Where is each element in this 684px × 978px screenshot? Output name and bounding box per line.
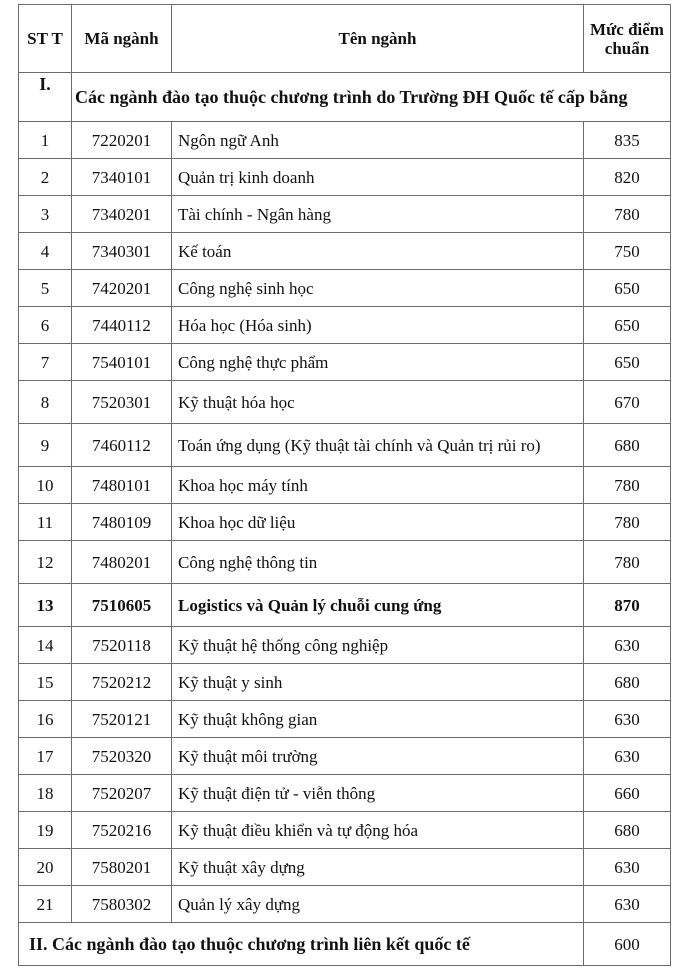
row-score: 630 <box>584 849 671 886</box>
row-stt: 16 <box>19 701 72 738</box>
row-code: 7460112 <box>72 424 172 467</box>
row-code: 7340101 <box>72 159 172 196</box>
row-score: 750 <box>584 233 671 270</box>
table-row <box>19 467 671 504</box>
row-stt: 6 <box>19 307 72 344</box>
table-row <box>19 196 671 233</box>
row-code: 7340201 <box>72 196 172 233</box>
row-code: 7340301 <box>72 233 172 270</box>
table-row <box>19 424 671 467</box>
table-row <box>19 812 671 849</box>
table-row <box>19 541 671 584</box>
row-code: 7580201 <box>72 849 172 886</box>
row-name: Kỹ thuật môi trường <box>172 738 584 775</box>
row-code: 7520320 <box>72 738 172 775</box>
row-name: Công nghệ sinh học <box>172 270 584 307</box>
section-1-row <box>19 73 671 122</box>
row-name: Công nghệ thông tin <box>172 541 584 584</box>
row-name: Quản trị kinh doanh <box>172 159 584 196</box>
table-row <box>19 344 671 381</box>
row-stt: 4 <box>19 233 72 270</box>
table-row <box>19 270 671 307</box>
table-row <box>19 775 671 812</box>
row-code: 7480109 <box>72 504 172 541</box>
row-score: 650 <box>584 307 671 344</box>
row-name: Kỹ thuật hệ thống công nghiệp <box>172 627 584 664</box>
table-row <box>19 159 671 196</box>
table-row <box>19 381 671 424</box>
table-row <box>19 307 671 344</box>
row-name: Kỹ thuật y sinh <box>172 664 584 701</box>
header-score: Mức điểm chuẩn <box>584 5 671 73</box>
table-row <box>19 122 671 159</box>
row-score: 870 <box>584 584 671 627</box>
row-stt: 13 <box>19 584 72 627</box>
row-code: 7440112 <box>72 307 172 344</box>
section-2-row <box>19 923 671 966</box>
row-score: 630 <box>584 701 671 738</box>
row-stt: 20 <box>19 849 72 886</box>
row-code: 7520118 <box>72 627 172 664</box>
row-score: 680 <box>584 424 671 467</box>
section-2-title: II. Các ngành đào tạo thuộc chương trình liên kết quốc tế <box>19 923 584 966</box>
row-stt: 12 <box>19 541 72 584</box>
table-row <box>19 886 671 923</box>
row-score: 780 <box>584 196 671 233</box>
row-code: 7520207 <box>72 775 172 812</box>
row-score: 650 <box>584 270 671 307</box>
header-row <box>19 5 671 73</box>
row-name: Kỹ thuật xây dựng <box>172 849 584 886</box>
row-score: 780 <box>584 467 671 504</box>
row-stt: 1 <box>19 122 72 159</box>
row-code: 7520301 <box>72 381 172 424</box>
table-row <box>19 849 671 886</box>
row-name: Công nghệ thực phẩm <box>172 344 584 381</box>
row-score: 780 <box>584 504 671 541</box>
table-row <box>19 504 671 541</box>
row-score: 630 <box>584 627 671 664</box>
row-score: 680 <box>584 812 671 849</box>
row-name: Quản lý xây dựng <box>172 886 584 923</box>
row-stt: 19 <box>19 812 72 849</box>
row-code: 7580302 <box>72 886 172 923</box>
row-code: 7520121 <box>72 701 172 738</box>
row-score: 660 <box>584 775 671 812</box>
row-stt: 7 <box>19 344 72 381</box>
row-name: Logistics và Quản lý chuỗi cung ứng <box>172 584 584 627</box>
row-name: Kỹ thuật điện tử - viễn thông <box>172 775 584 812</box>
row-code: 7220201 <box>72 122 172 159</box>
row-stt: 18 <box>19 775 72 812</box>
row-stt: 14 <box>19 627 72 664</box>
header-stt: ST T <box>19 5 72 73</box>
table-row <box>19 738 671 775</box>
table-row <box>19 701 671 738</box>
table-row <box>19 233 671 270</box>
row-code: 7540101 <box>72 344 172 381</box>
row-name: Toán ứng dụng (Kỹ thuật tài chính và Quản trị rủi ro) <box>172 424 584 467</box>
section-2-score: 600 <box>584 923 671 966</box>
row-stt: 21 <box>19 886 72 923</box>
table-row <box>19 664 671 701</box>
row-name: Ngôn ngữ Anh <box>172 122 584 159</box>
row-score: 630 <box>584 738 671 775</box>
row-stt: 5 <box>19 270 72 307</box>
header-name: Tên ngành <box>172 5 584 73</box>
row-name: Khoa học dữ liệu <box>172 504 584 541</box>
row-stt: 11 <box>19 504 72 541</box>
row-stt: 9 <box>19 424 72 467</box>
section-1-title: Các ngành đào tạo thuộc chương trình do Trường ĐH Quốc tế cấp bằng <box>72 73 671 122</box>
row-code: 7420201 <box>72 270 172 307</box>
row-stt: 10 <box>19 467 72 504</box>
table-row <box>19 627 671 664</box>
row-name: Kế toán <box>172 233 584 270</box>
row-name: Khoa học máy tính <box>172 467 584 504</box>
row-code: 7480201 <box>72 541 172 584</box>
row-score: 650 <box>584 344 671 381</box>
row-score: 820 <box>584 159 671 196</box>
row-code: 7520212 <box>72 664 172 701</box>
row-name: Kỹ thuật hóa học <box>172 381 584 424</box>
table-row-highlighted <box>19 584 671 627</box>
row-stt: 3 <box>19 196 72 233</box>
row-code: 7520216 <box>72 812 172 849</box>
row-name: Hóa học (Hóa sinh) <box>172 307 584 344</box>
row-score: 835 <box>584 122 671 159</box>
row-stt: 17 <box>19 738 72 775</box>
row-score: 670 <box>584 381 671 424</box>
admission-scores-table <box>18 4 671 966</box>
row-code: 7510605 <box>72 584 172 627</box>
row-name: Kỹ thuật không gian <box>172 701 584 738</box>
row-score: 680 <box>584 664 671 701</box>
row-code: 7480101 <box>72 467 172 504</box>
section-1-number: I. <box>19 73 72 122</box>
row-name: Tài chính - Ngân hàng <box>172 196 584 233</box>
row-stt: 2 <box>19 159 72 196</box>
row-stt: 15 <box>19 664 72 701</box>
row-score: 780 <box>584 541 671 584</box>
row-stt: 8 <box>19 381 72 424</box>
row-name: Kỹ thuật điều khiển và tự động hóa <box>172 812 584 849</box>
header-code: Mã ngành <box>72 5 172 73</box>
row-score: 630 <box>584 886 671 923</box>
